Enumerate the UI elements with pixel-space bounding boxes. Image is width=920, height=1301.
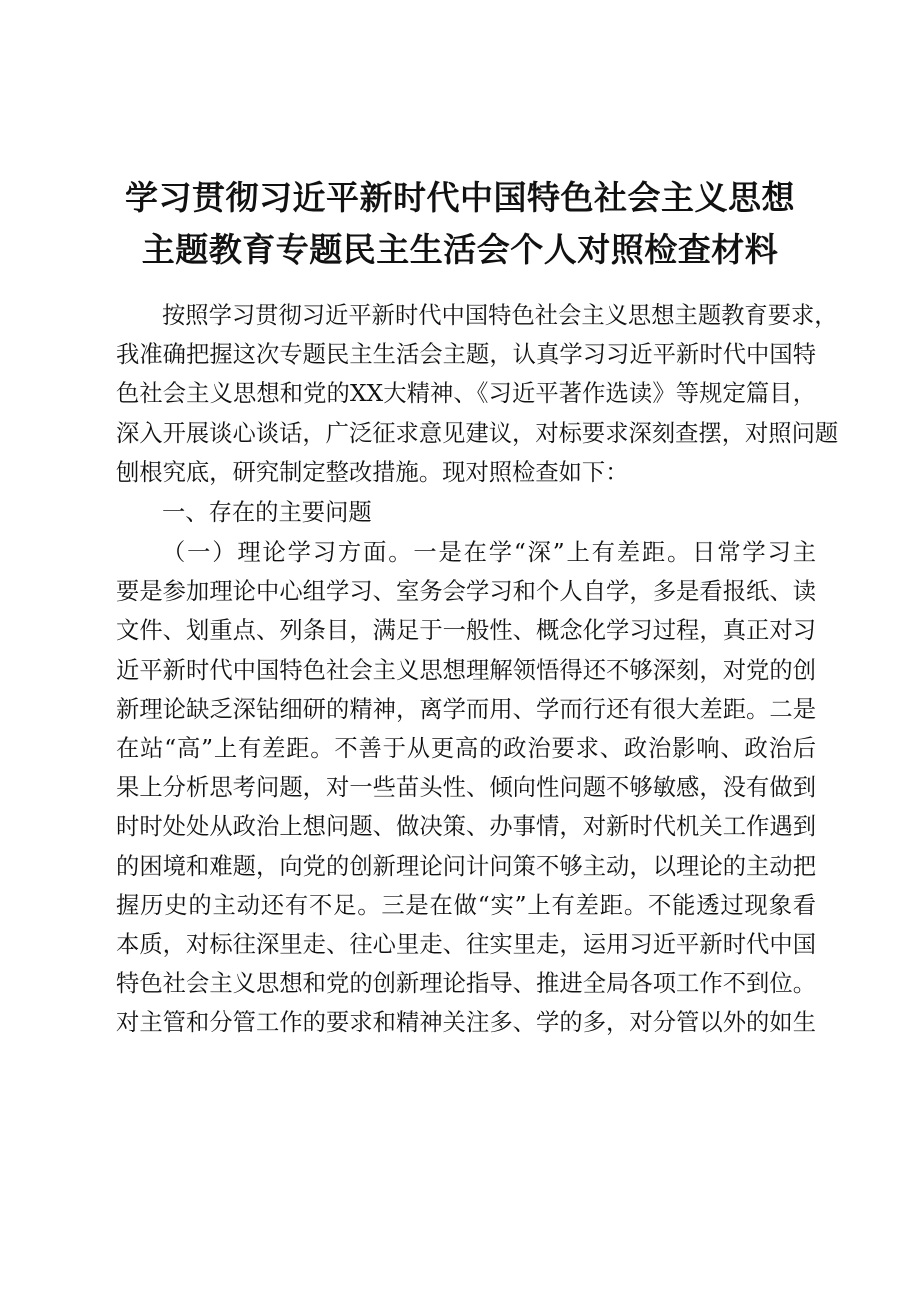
paragraph-line: 新理论缺乏深钻细研的精神，离学而用、学而行还有很大差距。二是 (116, 695, 816, 723)
intro-line: 深入开展谈心谈话，广泛征求意见建议，对标要求深刻查摆，对照问题 (116, 419, 839, 447)
paragraph-line: 时时处处从政治上想问题、做决策、办事情，对新时代机关工作遇到 (116, 813, 816, 841)
paragraph-line: 文件、划重点、列条目，满足于一般性、概念化学习过程，真正对习 (116, 617, 816, 645)
title-line-1: 学习贯彻习近平新时代中国特色社会主义思想 (125, 178, 795, 217)
intro-line: 我准确把握这次专题民主生活会主题，认真学习习近平新时代中国特 (116, 341, 816, 369)
paragraph-line: 要是参加理论中心组学习、室务会学习和个人自学，多是看报纸、读 (116, 578, 816, 606)
title-line-2: 主题教育专题民主生活会个人对照检查材料 (141, 230, 779, 269)
paragraph-line: 果上分析思考问题，对一些苗头性、倾向性问题不够敏感，没有做到 (116, 774, 816, 802)
intro-paragraph (116, 296, 839, 492)
paragraph-line: 近平新时代中国特色社会主义思想理解领悟得还不够深刻，对党的创 (116, 656, 816, 684)
document-title (60, 172, 860, 276)
intro-line: 刨根究底，研究制定整改措施。现对照检查如下： (116, 458, 629, 486)
paragraph-line: 的困境和难题，向党的创新理论问计问策不够主动，以理论的主动把 (116, 852, 816, 880)
theory-study-paragraph (116, 533, 816, 1043)
intro-line: 按照学习贯彻习近平新时代中国特色社会主义思想主题教育要求， (162, 302, 838, 329)
paragraph-line: 在站“高”上有差距。不善于从更高的政治要求、政治影响、政治后 (116, 735, 816, 763)
section-heading: 一、存在的主要问题 (162, 499, 372, 527)
paragraph-line: 对主管和分管工作的要求和精神关注多、学的多，对分管以外的如生 (116, 1009, 816, 1037)
paragraph-line: 本质，对标往深里走、往心里走、往实里走，运用习近平新时代中国 (116, 931, 816, 959)
paragraph-line: 握历史的主动还有不足。三是在做“实”上有差距。不能透过现象看 (116, 891, 816, 919)
intro-line: 色社会主义思想和党的XX大精神、《习近平著作选读》等规定篇目， (116, 380, 816, 408)
paragraph-line: （一）理论学习方面。一是在学“深”上有差距。日常学习主 (162, 539, 816, 567)
document-body (116, 296, 839, 1043)
paragraph-line: 特色社会主义思想和党的创新理论指导、推进全局各项工作不到位。 (116, 970, 816, 998)
